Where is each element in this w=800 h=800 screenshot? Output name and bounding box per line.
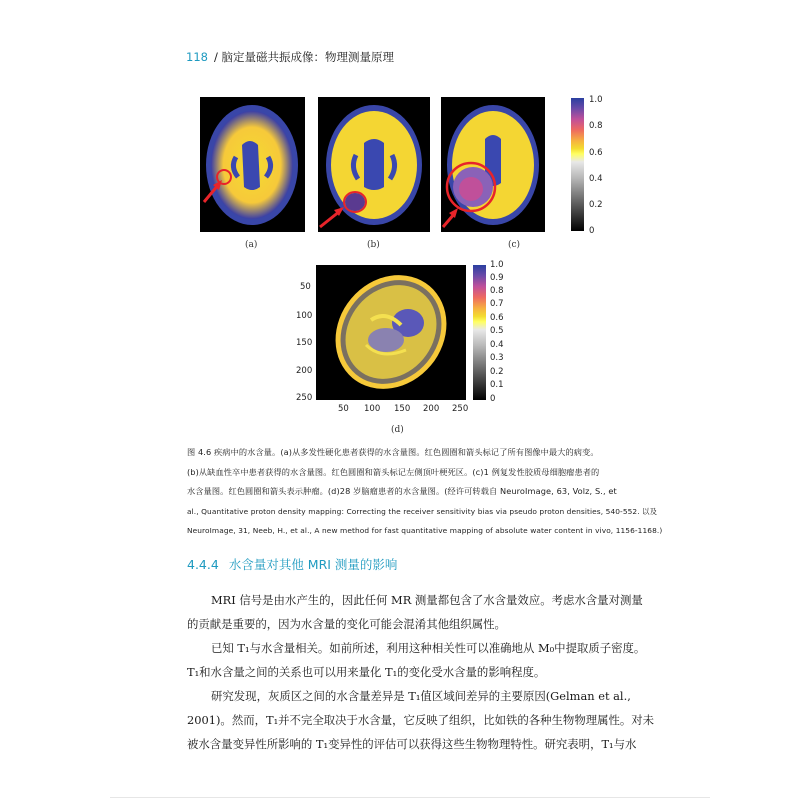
brain-scan-b-image — [318, 97, 430, 232]
body-line: 已知 T₁与水含量相关。如前所述，利用这种相关性可以准确地从 M₀中提取质子密度。 — [211, 641, 646, 655]
section-heading — [187, 555, 397, 573]
brain-scan-panel-d — [316, 265, 466, 400]
y-tick-label: 50 — [300, 282, 311, 292]
body-line: 2001)。然而，T₁并不完全取决于水含量，它反映了组织，比如铁的各种生物物理属性。对未 — [187, 713, 655, 727]
brain-scan-a-image — [200, 97, 305, 232]
x-tick-label: 200 — [423, 404, 440, 414]
colorbar-top-tick: 0.8 — [589, 121, 603, 131]
colorbar-top-tick: 0.2 — [589, 200, 603, 210]
book-title: 脑定量磁共振成像：物理测量原理 — [221, 50, 394, 64]
caption-line: 水含量图。红色圆圈和箭头表示肿瘤。(d)28 岁脑瘤患者的水含量图。(经许可转载自 NeuroImage, 63, Volz, S., et — [187, 486, 617, 496]
brain-scan-panel-b — [318, 97, 430, 232]
x-tick-label: 250 — [452, 404, 469, 414]
colorbar-d-tick: 0.2 — [490, 367, 504, 377]
brain-scan-d-image — [316, 265, 466, 400]
colorbar-d — [473, 265, 486, 400]
panel-label-c: (c) — [508, 240, 521, 250]
panel-label-a: (a) — [245, 240, 258, 250]
brain-scan-panel-c — [441, 97, 545, 232]
y-tick-label: 250 — [296, 393, 313, 403]
colorbar-d-tick: 0.8 — [490, 286, 504, 296]
page-number: 118 — [186, 50, 208, 64]
running-header — [186, 49, 394, 65]
colorbar-top-tick: 1.0 — [589, 95, 603, 105]
colorbar-d-tick: 0.5 — [490, 326, 504, 336]
body-text — [187, 588, 655, 756]
colorbar-d-tick: 0.7 — [490, 299, 504, 309]
colorbar-d-tick: 0.1 — [490, 380, 504, 390]
colorbar-d-tick: 0.6 — [490, 313, 504, 323]
caption-line: 图 4.6 疾病中的水含量。(a)从多发性硬化患者获得的水含量图。红色圆圈和箭头标记了所有图像中最大的病变。 — [187, 447, 599, 457]
section-title: 水含量对其他 MRI 测量的影响 — [228, 557, 398, 572]
page-bottom-rule — [110, 797, 710, 798]
section-number: 4.4.4 — [187, 557, 219, 572]
colorbar-d-tick: 0.3 — [490, 353, 504, 363]
colorbar-top-tick: 0.4 — [589, 174, 603, 184]
x-tick-label: 150 — [394, 404, 411, 414]
y-tick-label: 150 — [296, 338, 313, 348]
body-line: 的贡献是重要的，因为水含量的变化可能会混淆其他组织属性。 — [187, 617, 506, 631]
body-line: 研究发现，灰质区之间的水含量差异是 T₁值区域间差异的主要原因(Gelman et al., — [211, 689, 631, 703]
panel-label-d: (d) — [391, 425, 404, 435]
body-line: T₁和水含量之间的关系也可以用来量化 T₁的变化受水含量的影响程度。 — [187, 665, 546, 679]
y-tick-label: 200 — [296, 366, 313, 376]
caption-line: al., Quantitative proton density mapping: Correcting the receiver sensitivity bias via pseudo proton densities, 540-552. 以及 — [187, 506, 658, 516]
colorbar-d-tick: 0.4 — [490, 340, 504, 350]
colorbar-top-tick: 0 — [589, 226, 595, 236]
colorbar-top-tick: 0.6 — [589, 148, 603, 158]
colorbar-d-tick: 0.9 — [490, 273, 504, 283]
caption-line: NeuroImage, 31, Neeb, H., et al., A new method for fast quantitative mapping of absolute water content in vivo, 1156-1168.) — [187, 526, 663, 535]
colorbar-top — [571, 98, 584, 231]
header-separator: / — [213, 50, 218, 64]
figure-caption — [187, 443, 663, 541]
panel-label-b: (b) — [367, 240, 380, 250]
caption-line: (b)从缺血性卒中患者获得的水含量图。红色圆圈和箭头标记左侧顶叶梗死区。(c)1 例复发性胶质母细胞瘤患者的 — [187, 466, 600, 477]
x-tick-label: 50 — [338, 404, 349, 414]
brain-scan-c-image — [441, 97, 545, 232]
x-tick-label: 100 — [364, 404, 381, 414]
brain-scan-panel-a — [200, 97, 305, 232]
body-line: 被水含量变异性所影响的 T₁变异性的评估可以获得这些生物物理特性。研究表明，T₁与水 — [187, 737, 637, 751]
body-line: MRI 信号是由水产生的，因此任何 MR 测量都包含了水含量效应。考虑水含量对测量 — [211, 593, 643, 607]
colorbar-d-tick: 0 — [490, 394, 496, 404]
colorbar-d-tick: 1.0 — [490, 260, 504, 270]
y-tick-label: 100 — [296, 311, 313, 321]
